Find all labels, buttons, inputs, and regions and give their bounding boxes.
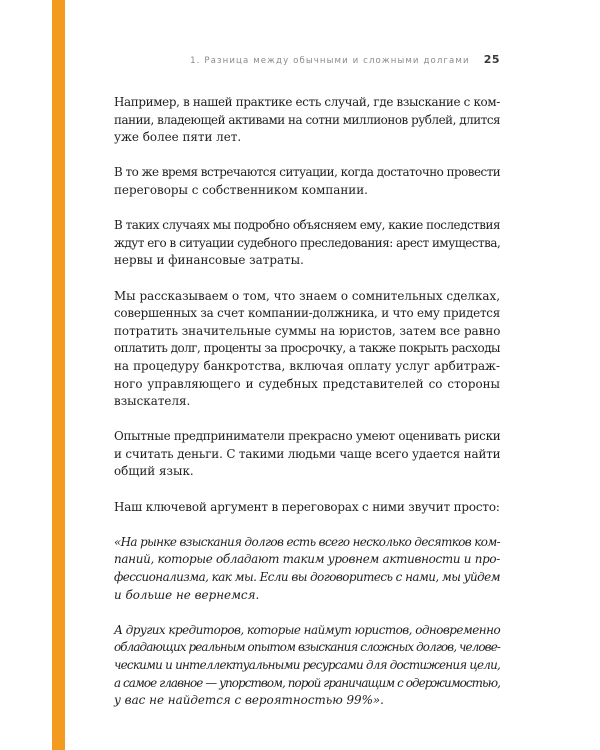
paragraph (114, 164, 500, 199)
text-line: Опытные предприниматели прекрасно умеют оценивать риски (114, 429, 501, 444)
paragraph (114, 288, 500, 411)
text-line: а самое главное — упорством, порой граничащим с одержимостью, (114, 675, 500, 690)
text-line: ждут его в ситуации судебного преследования: арест имущества, (114, 235, 501, 250)
text-line: фессионализма, как мы. Если вы договоритесь с нами, мы уйдем (114, 570, 500, 585)
text-line: пании, владеющей активами на сотни миллионов рублей, длится (114, 112, 501, 127)
body-text (114, 94, 500, 727)
text-line: Мы рассказываем о том, что знаем о сомнительных сделках, (114, 288, 500, 303)
text-line: паний, которые обладают таким уровнем активности и про- (114, 552, 500, 567)
chapter-title: 1. Разница между обычными и сложными долгами (190, 56, 470, 66)
page-number: 25 (483, 53, 500, 66)
text-line: у вас не найдется с вероятностью 99%». (114, 693, 384, 708)
text-line: В то же время встречаются ситуации, когда достаточно провести (114, 165, 501, 180)
text-line: ческими и интеллектуальными ресурсами для достижения цели, (114, 658, 500, 672)
quote-paragraph (114, 534, 500, 604)
text-line: и больше не вернемся. (114, 587, 260, 602)
text-line: переговоры с собственником компании. (114, 182, 368, 197)
paragraph (114, 217, 500, 270)
text-line: и считать деньги. С такими людьми чаще всего удается найти (114, 446, 501, 461)
text-line: Например, в нашей практике есть случай, где взыскание с ком- (114, 95, 500, 109)
text-line: «На рынке взыскания долгов есть всего несколько десятков ком- (114, 534, 500, 549)
text-line: Наш ключевой аргумент в переговорах с ними звучит просто: (114, 499, 500, 514)
paragraph (114, 94, 500, 147)
text-line: обладающих реальным опытом взыскания сложных долгов, челове- (114, 640, 500, 655)
text-line: взыскателя. (114, 394, 191, 409)
paragraph (114, 499, 500, 517)
accent-strip (52, 0, 65, 750)
text-line: совершенных за счет компании-должника, и что ему придется (114, 306, 500, 321)
text-line: на процедуру банкротства, включая оплату услуг арбитраж- (114, 358, 500, 373)
text-line: нервы и финансовые затраты. (114, 253, 304, 268)
quote-paragraph (114, 622, 500, 710)
text-line: ного управляющего и судебных представителей со стороны (114, 376, 500, 391)
text-line: оплатить долг, проценты за просрочку, а также покрыть расходы (114, 341, 500, 356)
text-line: В таких случаях мы подробно объясняем ему, какие последствия (114, 218, 500, 233)
text-line: общий язык. (114, 464, 194, 479)
text-line: потратить значительные суммы на юристов, затем все равно (114, 323, 501, 338)
running-head (190, 53, 500, 69)
paragraph (114, 428, 500, 481)
text-line: уже более пяти лет. (114, 130, 242, 145)
text-line: А других кредиторов, которые наймут юристов, одновременно (114, 622, 501, 637)
